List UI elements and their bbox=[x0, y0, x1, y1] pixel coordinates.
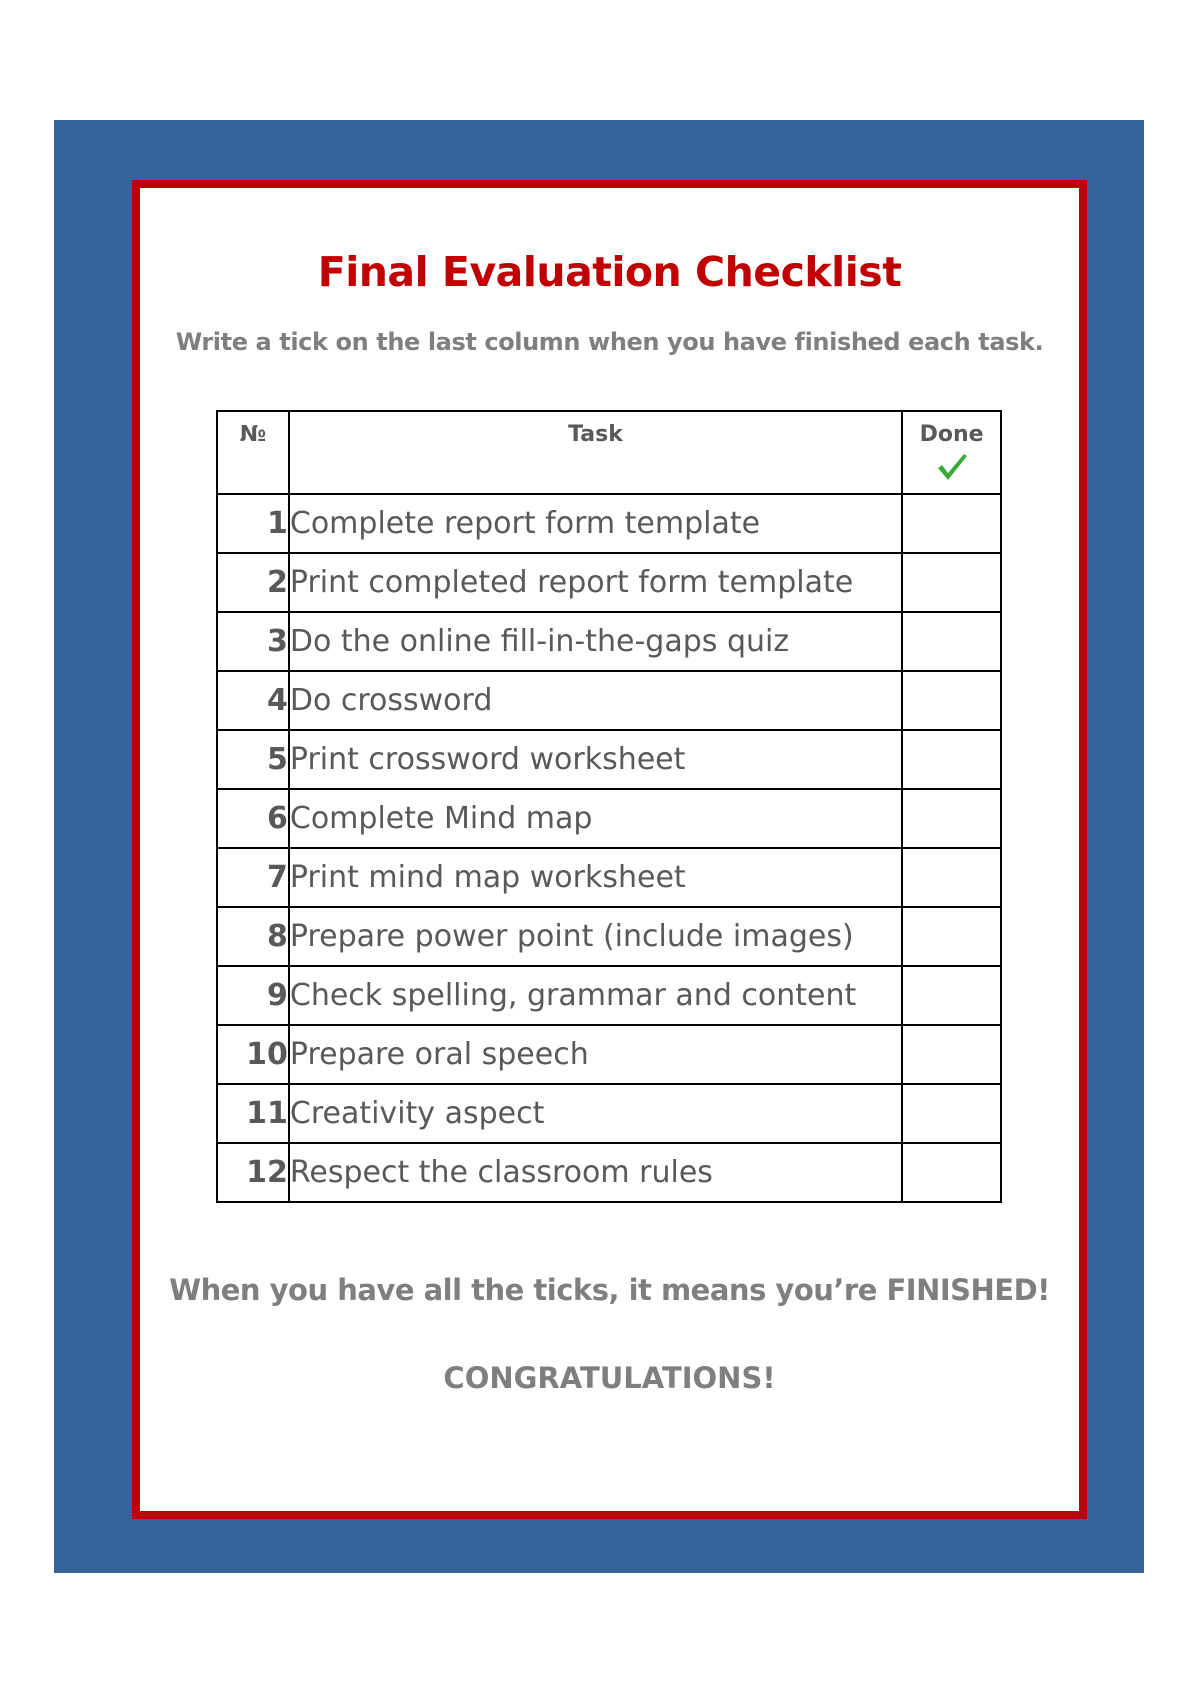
checklist-table bbox=[216, 410, 1002, 1203]
row-done-box[interactable] bbox=[902, 612, 1001, 671]
row-done-box[interactable] bbox=[902, 730, 1001, 789]
header-done bbox=[902, 411, 1001, 494]
row-done-box[interactable] bbox=[902, 848, 1001, 907]
header-task: Task bbox=[289, 411, 902, 494]
row-number: 1 bbox=[217, 494, 289, 553]
row-number: 4 bbox=[217, 671, 289, 730]
header-number: № bbox=[217, 411, 289, 494]
table-row bbox=[217, 848, 1001, 907]
checklist-card bbox=[132, 180, 1087, 1519]
instruction-text: Write a tick on the last column when you have finished each task. bbox=[175, 328, 1044, 356]
table-row bbox=[217, 1143, 1001, 1202]
row-number: 12 bbox=[217, 1143, 289, 1202]
row-number: 9 bbox=[217, 966, 289, 1025]
table-row bbox=[217, 1084, 1001, 1143]
row-done-box[interactable] bbox=[902, 494, 1001, 553]
table-row bbox=[217, 612, 1001, 671]
row-task: Complete Mind map bbox=[289, 789, 902, 848]
row-number: 3 bbox=[217, 612, 289, 671]
table-row bbox=[217, 494, 1001, 553]
table-row bbox=[217, 1025, 1001, 1084]
row-task: Creativity aspect bbox=[289, 1084, 902, 1143]
row-number: 6 bbox=[217, 789, 289, 848]
row-task: Respect the classroom rules bbox=[289, 1143, 902, 1202]
row-task: Do the online fill-in-the-gaps quiz bbox=[289, 612, 902, 671]
table-row bbox=[217, 671, 1001, 730]
checkmark-icon bbox=[935, 451, 969, 483]
row-done-box[interactable] bbox=[902, 553, 1001, 612]
page-title: Final Evaluation Checklist bbox=[317, 248, 902, 296]
row-done-box[interactable] bbox=[902, 1143, 1001, 1202]
row-done-box[interactable] bbox=[902, 966, 1001, 1025]
table-row bbox=[217, 553, 1001, 612]
table-row bbox=[217, 789, 1001, 848]
row-number: 8 bbox=[217, 907, 289, 966]
row-task: Print crossword worksheet bbox=[289, 730, 902, 789]
row-number: 10 bbox=[217, 1025, 289, 1084]
row-task: Complete report form template bbox=[289, 494, 902, 553]
row-done-box[interactable] bbox=[902, 1025, 1001, 1084]
row-done-box[interactable] bbox=[902, 671, 1001, 730]
row-done-box[interactable] bbox=[902, 1084, 1001, 1143]
row-number: 7 bbox=[217, 848, 289, 907]
row-task: Prepare oral speech bbox=[289, 1025, 902, 1084]
row-number: 2 bbox=[217, 553, 289, 612]
finished-message: When you have all the ticks, it means you’re FINISHED! bbox=[169, 1273, 1050, 1307]
row-done-box[interactable] bbox=[902, 789, 1001, 848]
row-task: Prepare power point (include images) bbox=[289, 907, 902, 966]
table-row bbox=[217, 907, 1001, 966]
congratulations-message: CONGRATULATIONS! bbox=[443, 1361, 776, 1395]
row-number: 5 bbox=[217, 730, 289, 789]
row-task: Print completed report form template bbox=[289, 553, 902, 612]
row-done-box[interactable] bbox=[902, 907, 1001, 966]
table-row bbox=[217, 730, 1001, 789]
table-header-row bbox=[217, 411, 1001, 494]
row-task: Do crossword bbox=[289, 671, 902, 730]
header-done-label: Done bbox=[919, 422, 984, 447]
row-task: Check spelling, grammar and content bbox=[289, 966, 902, 1025]
row-task: Print mind map worksheet bbox=[289, 848, 902, 907]
row-number: 11 bbox=[217, 1084, 289, 1143]
table-row bbox=[217, 966, 1001, 1025]
